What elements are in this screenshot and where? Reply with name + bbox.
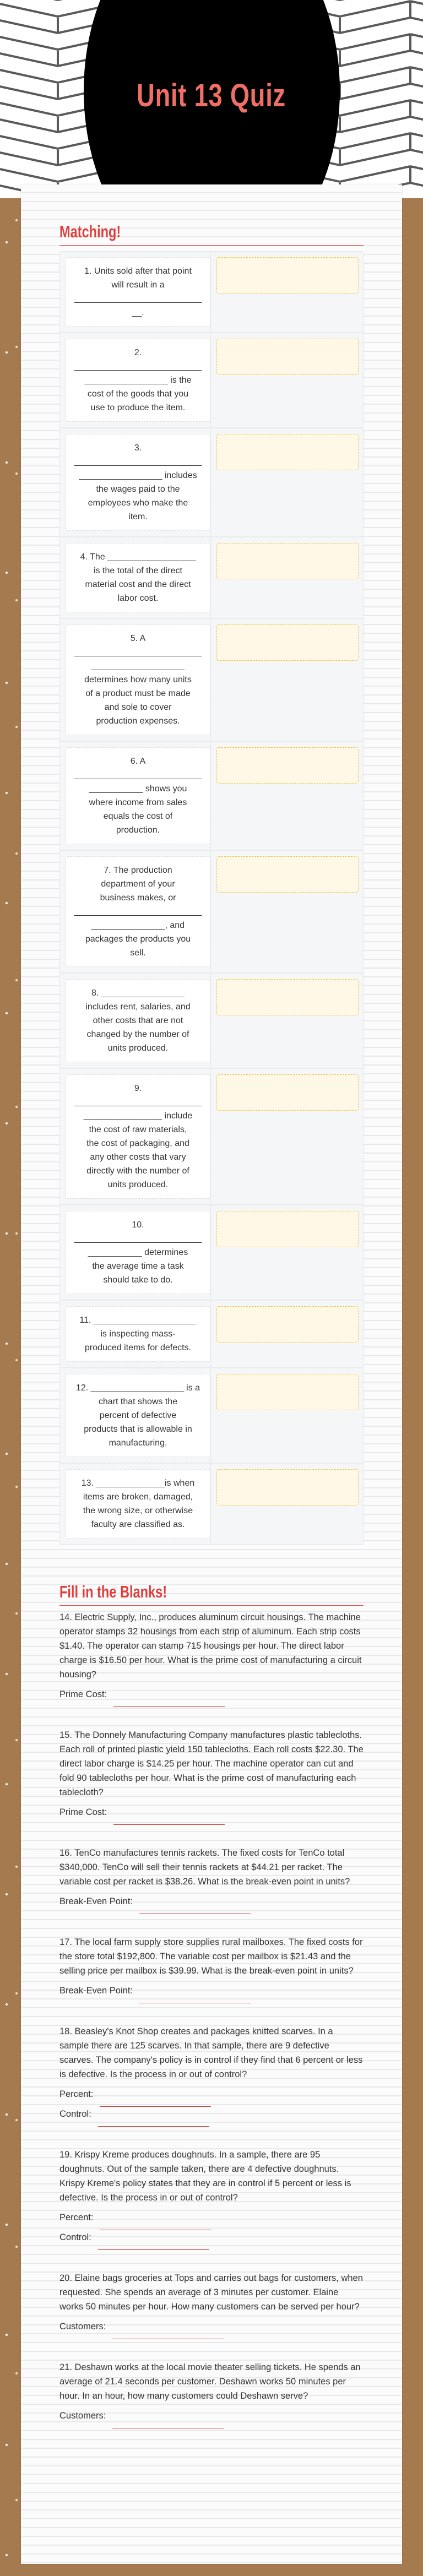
answer-row: [59, 2319, 364, 2334]
question-block: [59, 2024, 364, 2121]
matching-prompt-cell: [60, 1205, 211, 1300]
question-block: [59, 1610, 364, 1702]
matching-row: [60, 974, 363, 1069]
matching-prompt-cell: [60, 1464, 211, 1544]
matching-prompt-card[interactable]: 8. _________________ includes rent, salaries, and other costs that are not changed by the number of units produced.: [66, 979, 210, 1062]
fill-blanks-heading: Fill in the Blanks!: [59, 1582, 167, 1601]
quiz-paper: [21, 184, 402, 2564]
question-text: 17. The local farm supply store supplies rural mailboxes. The fixed costs for the store total $192,800. The variable cost per mailbox is $21.43 and the selling price per mailbox is $39.99. What is the break-even point in units?: [59, 1937, 363, 1976]
answer-label: Control:: [59, 2109, 91, 2119]
matching-prompt-card[interactable]: 12. ___________________ is a chart that shows the percent of defective products that is allowable in manufacturing.: [66, 1374, 210, 1457]
answer-row: [59, 2210, 364, 2225]
answer-label: Control:: [59, 2232, 91, 2242]
answer-drop-zone[interactable]: [216, 434, 359, 470]
matching-row: [60, 537, 363, 619]
answer-row: [59, 2087, 364, 2101]
answer-drop-zone[interactable]: [216, 747, 359, 784]
matching-row: [60, 428, 363, 537]
matching-answer-cell: [211, 1205, 363, 1300]
question-block: [59, 1728, 364, 1819]
matching-prompt-cell: [60, 428, 211, 536]
page-title-text: Unit 13 Quiz: [137, 78, 286, 113]
matching-row: [60, 333, 363, 428]
matching-prompt-card[interactable]: 2. __________________________ _________________ is the cost of the goods that you use to produce the item.: [66, 339, 210, 422]
fill-blanks-list: [59, 1610, 364, 2423]
matching-row: [60, 619, 363, 742]
matching-prompt-cell: [60, 1069, 211, 1204]
matching-row: [60, 252, 363, 333]
matching-answer-cell: [211, 537, 363, 618]
answer-input[interactable]: [112, 2325, 224, 2339]
matching-prompt-cell: [60, 851, 211, 972]
answer-input[interactable]: [139, 1990, 251, 2003]
answer-input[interactable]: [98, 2236, 209, 2250]
matching-answer-cell: [211, 1301, 363, 1367]
question-block: [59, 1935, 364, 1998]
answer-input[interactable]: [112, 2415, 224, 2428]
answer-input[interactable]: [113, 1811, 225, 1825]
matching-answer-cell: [211, 619, 363, 741]
matching-row: [60, 1464, 363, 1544]
matching-prompt-card[interactable]: 6. A __________________________ ___________ shows you where income from sales equals the cost of production.: [66, 747, 210, 844]
answer-label: Prime Cost:: [59, 1689, 107, 1699]
matching-answer-cell: [211, 742, 363, 850]
heading-divider: [59, 245, 364, 246]
answer-row: [59, 1983, 364, 1998]
question-text: 18. Beasley's Knot Shop creates and packages knitted scarves. In a sample there are 125 scarves. In that sample, there are 9 defective scarves. The company's policy is in control if they find that 6 percent or less is defective. Is the process in or out of control?: [59, 2026, 363, 2079]
answer-drop-zone[interactable]: [216, 979, 359, 1015]
matching-answer-cell: [211, 333, 363, 427]
matching-prompt-cell: [60, 742, 211, 850]
answer-label: Percent:: [59, 2089, 94, 2099]
answer-input[interactable]: [98, 2113, 209, 2127]
matching-answer-cell: [211, 252, 363, 332]
answer-input[interactable]: [100, 2093, 211, 2107]
matching-table: [59, 251, 364, 1545]
matching-row: [60, 1069, 363, 1205]
answer-label: Break-Even Point:: [59, 1986, 133, 1996]
answer-row: [59, 1894, 364, 1909]
matching-prompt-card[interactable]: 7. The production department of your business makes, or __________________________ _______________, and packages the products you sell.: [66, 856, 210, 967]
matching-row: [60, 851, 363, 974]
matching-row: [60, 1368, 363, 1464]
page-title: [0, 77, 423, 114]
matching-row: [60, 742, 363, 851]
matching-prompt-cell: [60, 1301, 211, 1367]
answer-drop-zone[interactable]: [216, 1074, 359, 1111]
matching-prompt-card[interactable]: 13. ______________is when items are broken, damaged, the wrong size, or otherwise faculty are classified as.: [66, 1469, 210, 1539]
matching-row: [60, 1205, 363, 1301]
answer-input[interactable]: [139, 1900, 251, 1914]
answer-drop-zone[interactable]: [216, 1374, 359, 1410]
question-block: [59, 2360, 364, 2423]
question-text: 19. Krispy Kreme produces doughnuts. In a sample, there are 95 doughnuts. Out of the sample taken, there are 4 defective doughnuts. Krispy Kreme's policy states that they are in control if 5 percent or less is defective. Is the process in or out of control?: [59, 2150, 351, 2203]
matching-prompt-card[interactable]: 11. _____________________ is inspecting mass- produced items for defects.: [66, 1306, 210, 1362]
answer-row: [59, 2107, 364, 2121]
answer-label: Break-Even Point:: [59, 1896, 133, 1906]
question-text: 16. TenCo manufactures tennis rackets. The fixed costs for TenCo total $340,000. TenCo will sell their tennis rackets at $44.21 per racket. The variable cost per racket is $38.26. What is the break-even point in units?: [59, 1848, 350, 1887]
matching-answer-cell: [211, 974, 363, 1068]
answer-drop-zone[interactable]: [216, 1469, 359, 1506]
matching-row: [60, 1301, 363, 1368]
answer-drop-zone[interactable]: [216, 1306, 359, 1343]
answer-input[interactable]: [100, 2216, 211, 2230]
matching-answer-cell: [211, 1069, 363, 1204]
matching-prompt-cell: [60, 333, 211, 427]
answer-label: Percent:: [59, 2213, 94, 2222]
question-block: [59, 2148, 364, 2245]
matching-prompt-card[interactable]: 10. __________________________ ___________ determines the average time a task should take to do.: [66, 1211, 210, 1294]
question-text: 14. Electric Supply, Inc., produces aluminum circuit housings. The machine operator stamps 32 housings from each strip of aluminum. Each strip costs $1.40. The operator can stamp 715 housings per hour. The direct labor charge is $16.50 per hour. What is the prime cost of manufacturing a circuit housing?: [59, 1612, 362, 1680]
matching-prompt-cell: [60, 974, 211, 1068]
matching-answer-cell: [211, 1368, 363, 1463]
question-block: [59, 2271, 364, 2334]
matching-prompt-card[interactable]: 5. A __________________________ ___________________ determines how many units of a product must be made and sole to cover production expenses.: [66, 624, 210, 735]
answer-row: [59, 2230, 364, 2245]
matching-answer-cell: [211, 851, 363, 972]
heading-divider: [59, 1605, 364, 1606]
matching-prompt-card[interactable]: 1. Units sold after that point will result in a __________________________ __.: [66, 257, 210, 327]
answer-row: [59, 2409, 364, 2423]
matching-answer-cell: [211, 1464, 363, 1544]
answer-row: [59, 1805, 364, 1819]
answer-drop-zone[interactable]: [216, 339, 359, 375]
matching-prompt-card[interactable]: 3. __________________________ _________________ includes the wages paid to the employees who make the item.: [66, 434, 210, 531]
question-block: [59, 1846, 364, 1909]
matching-prompt-card[interactable]: 9. __________________________ ________________ include the cost of raw materials, the cost of packaging, and any other costs that vary directly with the number of units produced.: [66, 1074, 210, 1199]
question-text: 21. Deshawn works at the local movie theater selling tickets. He spends an average of 21.4 seconds per customer. Deshawn works 50 minutes per hour. In an hour, how many customers could Deshawn serve?: [59, 2362, 361, 2401]
matching-prompt-cell: [60, 537, 211, 618]
matching-answer-cell: [211, 428, 363, 536]
question-text: 15. The Donnely Manufacturing Company manufactures plastic tablecloths. Each roll of printed plastic yield 150 tablecloths. Each roll costs $22.30. The direct labor charge is $14.25 per hour. The machine operator can cut and fold 90 tablecloths per hour. What is the prime cost of manufacturing each tablecloth?: [59, 1730, 364, 1797]
answer-label: Prime Cost:: [59, 1807, 107, 1817]
answer-input[interactable]: [113, 1693, 225, 1707]
quiz-header: [0, 0, 423, 198]
matching-prompt-card[interactable]: 4. The __________________ is the total of the direct material cost and the direct labor cost.: [66, 543, 210, 612]
matching-prompt-cell: [60, 252, 211, 332]
answer-drop-zone[interactable]: [216, 624, 359, 661]
answer-drop-zone[interactable]: [216, 257, 359, 294]
answer-drop-zone[interactable]: [216, 543, 359, 579]
answer-drop-zone[interactable]: [216, 856, 359, 893]
answer-row: [59, 1687, 364, 1702]
matching-heading: Matching!: [59, 222, 121, 241]
answer-drop-zone[interactable]: [216, 1211, 359, 1247]
question-text: 20. Elaine bags groceries at Tops and carries out bags for customers, when requested. She spends an average of 3 minutes per customer. Elaine works 50 minutes per hour. How many customers can be served per hour?: [59, 2273, 363, 2312]
answer-label: Customers:: [59, 2322, 106, 2332]
answer-label: Customers:: [59, 2411, 106, 2421]
matching-prompt-cell: [60, 619, 211, 741]
matching-prompt-cell: [60, 1368, 211, 1463]
